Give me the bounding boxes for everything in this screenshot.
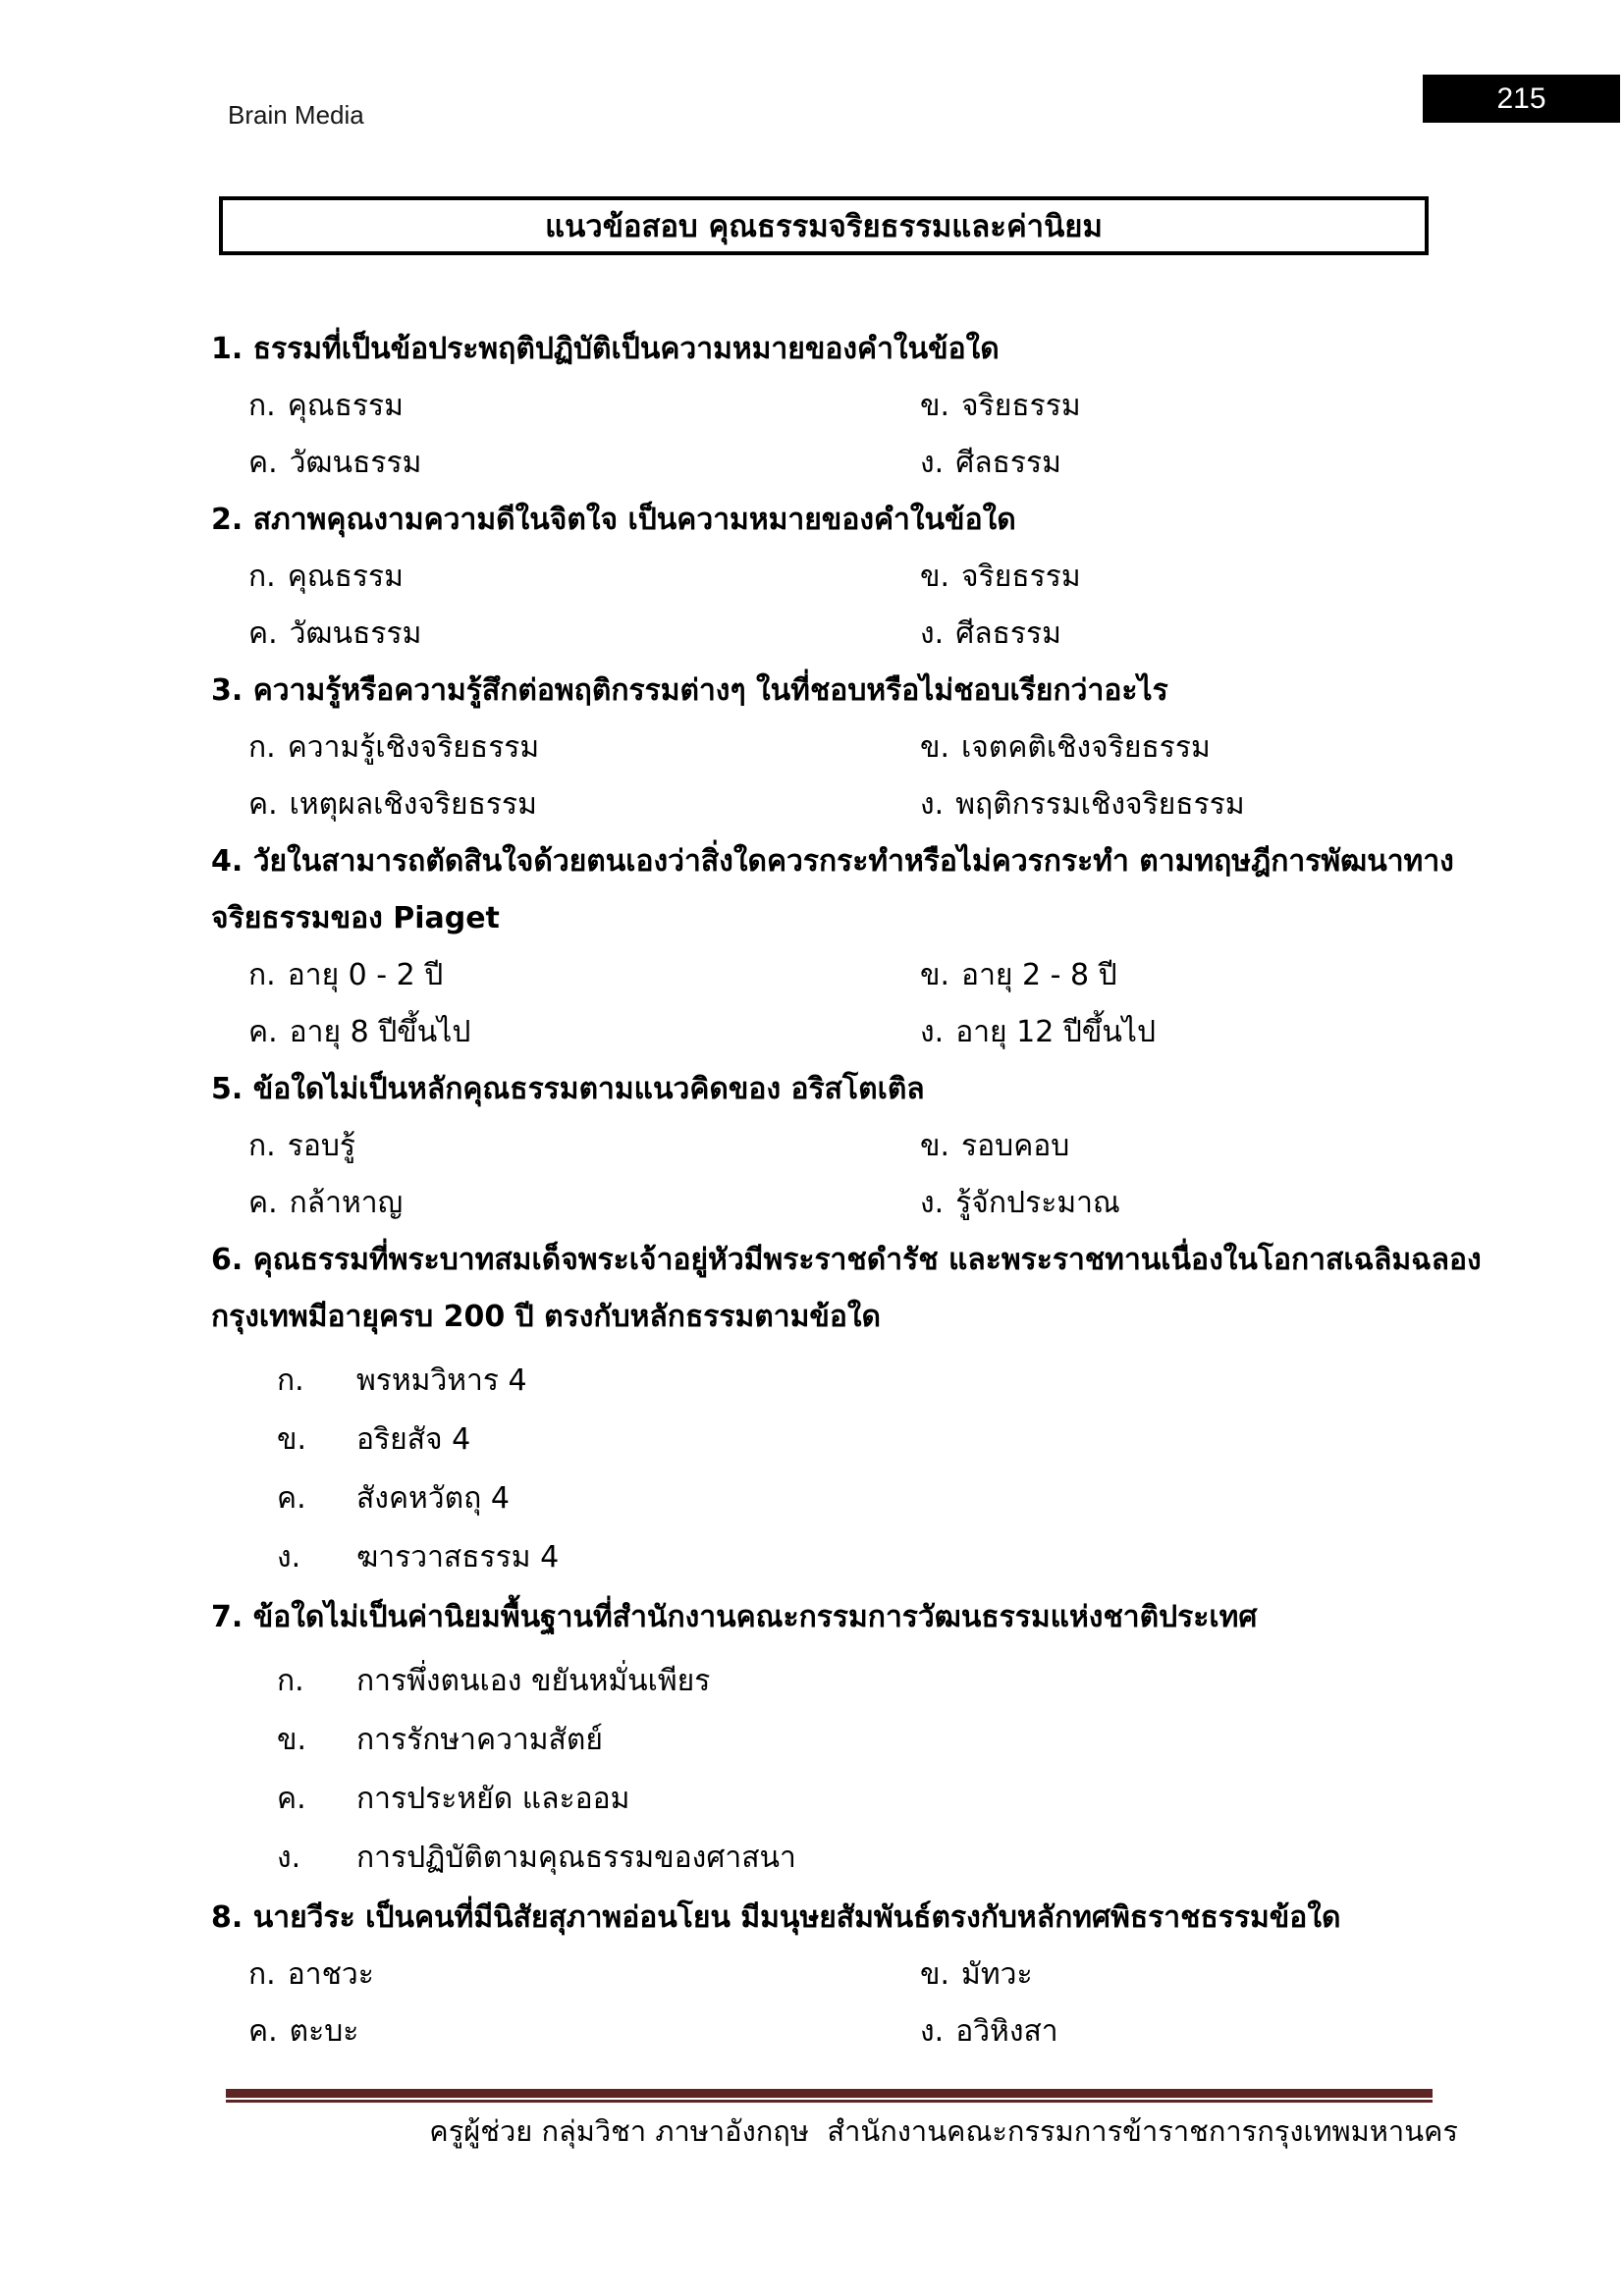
option-text: การรักษาความสัตย์: [356, 1723, 603, 1757]
option-c: [248, 435, 920, 492]
option-text: กล้าหาญ: [289, 1186, 404, 1220]
option-text: อายุ 2 - 8 ปี: [961, 958, 1117, 992]
question-list: [211, 321, 1488, 2060]
option-text: การปฏิบัติตามคุณธรรมของศาสนา: [356, 1841, 796, 1875]
option-label: ข.: [920, 1129, 950, 1163]
exam-title: แนวข้อสอบ คุณธรรมจริยธรรมและค่านิยม: [545, 209, 1103, 244]
option-text: คุณธรรม: [287, 389, 404, 423]
option-label: ค.: [248, 1186, 278, 1220]
option-a: [211, 1352, 1488, 1411]
option-text: สังคหวัตถุ 4: [356, 1481, 510, 1516]
option-text: ตะบะ: [289, 2014, 359, 2049]
option-d: [920, 606, 1488, 663]
question-4: [211, 833, 1488, 1061]
option-label: ค.: [248, 446, 278, 480]
option-a: [248, 1947, 920, 2003]
option-c: [248, 606, 920, 663]
question-text-line2: จริยธรรมของ Piaget: [211, 901, 500, 935]
option-a: [248, 720, 920, 776]
option-text: รู้จักประมาณ: [955, 1186, 1120, 1220]
option-label: ค.: [277, 1481, 306, 1516]
option-c: [211, 1770, 1488, 1829]
option-text: วัฒนธรรม: [289, 616, 422, 651]
option-label: ค.: [277, 1782, 306, 1816]
question-text: 6. คุณธรรมที่พระบาทสมเด็จพระเจ้าอยู่หัวมีพระราชดำรัช และพระราชทานเนื่องในโอกาสเฉลิมฉลอง: [211, 1243, 1482, 1277]
option-text: จริยธรรม: [961, 389, 1081, 423]
option-text: อริยสัจ 4: [356, 1422, 471, 1457]
option-a: [248, 549, 920, 606]
option-label: ก.: [248, 730, 276, 765]
option-label: ง.: [920, 1186, 945, 1220]
option-text: อวิหิงสา: [955, 2014, 1058, 2049]
option-c: [211, 1469, 1488, 1528]
option-label: ง.: [277, 1841, 301, 1875]
option-text: ฆารวาสธรรม 4: [356, 1540, 560, 1575]
options: [211, 378, 1488, 492]
option-label: ข.: [920, 730, 950, 765]
option-c: [248, 2003, 920, 2060]
question-7: [211, 1589, 1488, 1888]
option-d: [920, 435, 1488, 492]
question-text: 1. ธรรมที่เป็นข้อประพฤติปฏิบัติเป็นความหมายของคำในข้อใด: [211, 332, 1000, 366]
options: [211, 1118, 1488, 1232]
option-c: [248, 1004, 920, 1061]
question-5: [211, 1061, 1488, 1232]
option-d: [920, 1004, 1488, 1061]
option-label: ค.: [248, 787, 278, 822]
question-6: [211, 1232, 1488, 1587]
option-label: ค.: [248, 616, 278, 651]
option-text: จริยธรรม: [961, 560, 1081, 594]
option-b: [920, 1947, 1488, 2003]
option-c: [248, 1175, 920, 1232]
option-b: [920, 720, 1488, 776]
option-b: [211, 1411, 1488, 1469]
option-text: ความรู้เชิงจริยธรรม: [287, 730, 540, 765]
options: [211, 1947, 1488, 2060]
options: [211, 1652, 1488, 1888]
option-text: อายุ 8 ปีขึ้นไป: [289, 1015, 471, 1049]
option-a: [211, 1652, 1488, 1711]
option-label: ข.: [920, 389, 950, 423]
option-d: [211, 1829, 1488, 1888]
option-text: อาชวะ: [287, 1957, 374, 1992]
option-label: ข.: [920, 958, 950, 992]
option-text: พฤติกรรมเชิงจริยธรรม: [955, 787, 1245, 822]
option-b: [920, 947, 1488, 1004]
options: [211, 549, 1488, 663]
option-label: ข.: [920, 560, 950, 594]
option-label: ข.: [920, 1957, 950, 1992]
exam-title-box: [219, 196, 1429, 255]
option-a: [248, 378, 920, 435]
option-a: [248, 947, 920, 1004]
option-text: เจตคติเชิงจริยธรรม: [961, 730, 1211, 765]
option-label: ก.: [277, 1664, 304, 1698]
option-c: [248, 776, 920, 833]
option-label: ค.: [248, 1015, 278, 1049]
question-1: [211, 321, 1488, 492]
option-b: [920, 378, 1488, 435]
option-label: ง.: [920, 787, 945, 822]
option-text: ศีลธรรม: [955, 446, 1061, 480]
option-text: พรหมวิหาร 4: [356, 1363, 527, 1398]
option-text: มัทวะ: [961, 1957, 1033, 1992]
option-d: [920, 1175, 1488, 1232]
option-text: รอบคอบ: [961, 1129, 1070, 1163]
option-a: [248, 1118, 920, 1175]
option-text: วัฒนธรรม: [289, 446, 422, 480]
question-text: 3. ความรู้หรือความรู้สึกต่อพฤติกรรมต่างๆ ในที่ชอบหรือไม่ชอบเรียกว่าอะไร: [211, 673, 1168, 708]
question-text-line2: กรุงเทพมีอายุครบ 200 ปี ตรงกับหลักธรรมตามข้อใด: [211, 1300, 882, 1334]
option-label: ง.: [920, 1015, 945, 1049]
footer-divider-thin-line: [226, 2100, 1433, 2103]
option-label: ก.: [248, 958, 276, 992]
option-label: ก.: [248, 560, 276, 594]
option-label: ง.: [920, 446, 945, 480]
footer-text: ครูผู้ช่วย กลุ่มวิชา ภาษาอังกฤษ สำนักงานคณะกรรมการข้าราชการกรุงเทพมหานคร: [429, 2114, 1458, 2148]
option-text: รอบรู้: [287, 1129, 355, 1163]
option-label: ง.: [920, 2014, 945, 2049]
question-text: 5. ข้อใดไม่เป็นหลักคุณธรรมตามแนวคิดของ อริสโตเติล: [211, 1072, 925, 1106]
question-3: [211, 663, 1488, 833]
option-label: ก.: [248, 1129, 276, 1163]
option-text: ศีลธรรม: [955, 616, 1061, 651]
footer-divider-thick-line: [226, 2089, 1433, 2098]
page-number: 215: [1496, 81, 1546, 115]
option-label: ก.: [248, 389, 276, 423]
option-label: ข.: [277, 1422, 307, 1457]
option-text: เหตุผลเชิงจริยธรรม: [289, 787, 537, 822]
options: [211, 720, 1488, 833]
question-text: 2. สภาพคุณงามความดีในจิตใจ เป็นความหมายของคำในข้อใด: [211, 503, 1016, 537]
page-number-badge: [1423, 75, 1620, 123]
option-text: อายุ 12 ปีขึ้นไป: [955, 1015, 1157, 1049]
option-text: การประหยัด และออม: [356, 1782, 630, 1816]
option-label: ข.: [277, 1723, 307, 1757]
question-2: [211, 492, 1488, 663]
question-text: 8. นายวีระ เป็นคนที่มีนิสัยสุภาพอ่อนโยน มีมนุษยสัมพันธ์ตรงกับหลักทศพิธราชธรรมข้อใด: [211, 1900, 1341, 1935]
option-text: การพึ่งตนเอง ขยันหมั่นเพียร: [356, 1664, 711, 1698]
option-b: [920, 1118, 1488, 1175]
option-text: อายุ 0 - 2 ปี: [287, 958, 444, 992]
option-d: [211, 1528, 1488, 1587]
option-text: คุณธรรม: [287, 560, 404, 594]
footer-divider: [226, 2089, 1433, 2103]
option-d: [920, 776, 1488, 833]
option-label: ง.: [920, 616, 945, 651]
option-b: [211, 1711, 1488, 1770]
options: [211, 947, 1488, 1061]
options: [211, 1352, 1488, 1587]
brand-text: Brain Media: [228, 100, 364, 130]
option-label: ค.: [248, 2014, 278, 2049]
option-label: ก.: [248, 1957, 276, 1992]
option-d: [920, 2003, 1488, 2060]
option-label: ก.: [277, 1363, 304, 1398]
question-8: [211, 1890, 1488, 2060]
option-b: [920, 549, 1488, 606]
question-text: 7. ข้อใดไม่เป็นค่านิยมพื้นฐานที่สำนักงานคณะกรรมการวัฒนธรรมแห่งชาติประเทศ: [211, 1600, 1258, 1634]
question-text: 4. วัยในสามารถตัดสินใจด้วยตนเองว่าสิ่งใดควรกระทำหรือไม่ควรกระทำ ตามทฤษฎีการพัฒนาทาง: [211, 844, 1454, 879]
option-label: ง.: [277, 1540, 301, 1575]
